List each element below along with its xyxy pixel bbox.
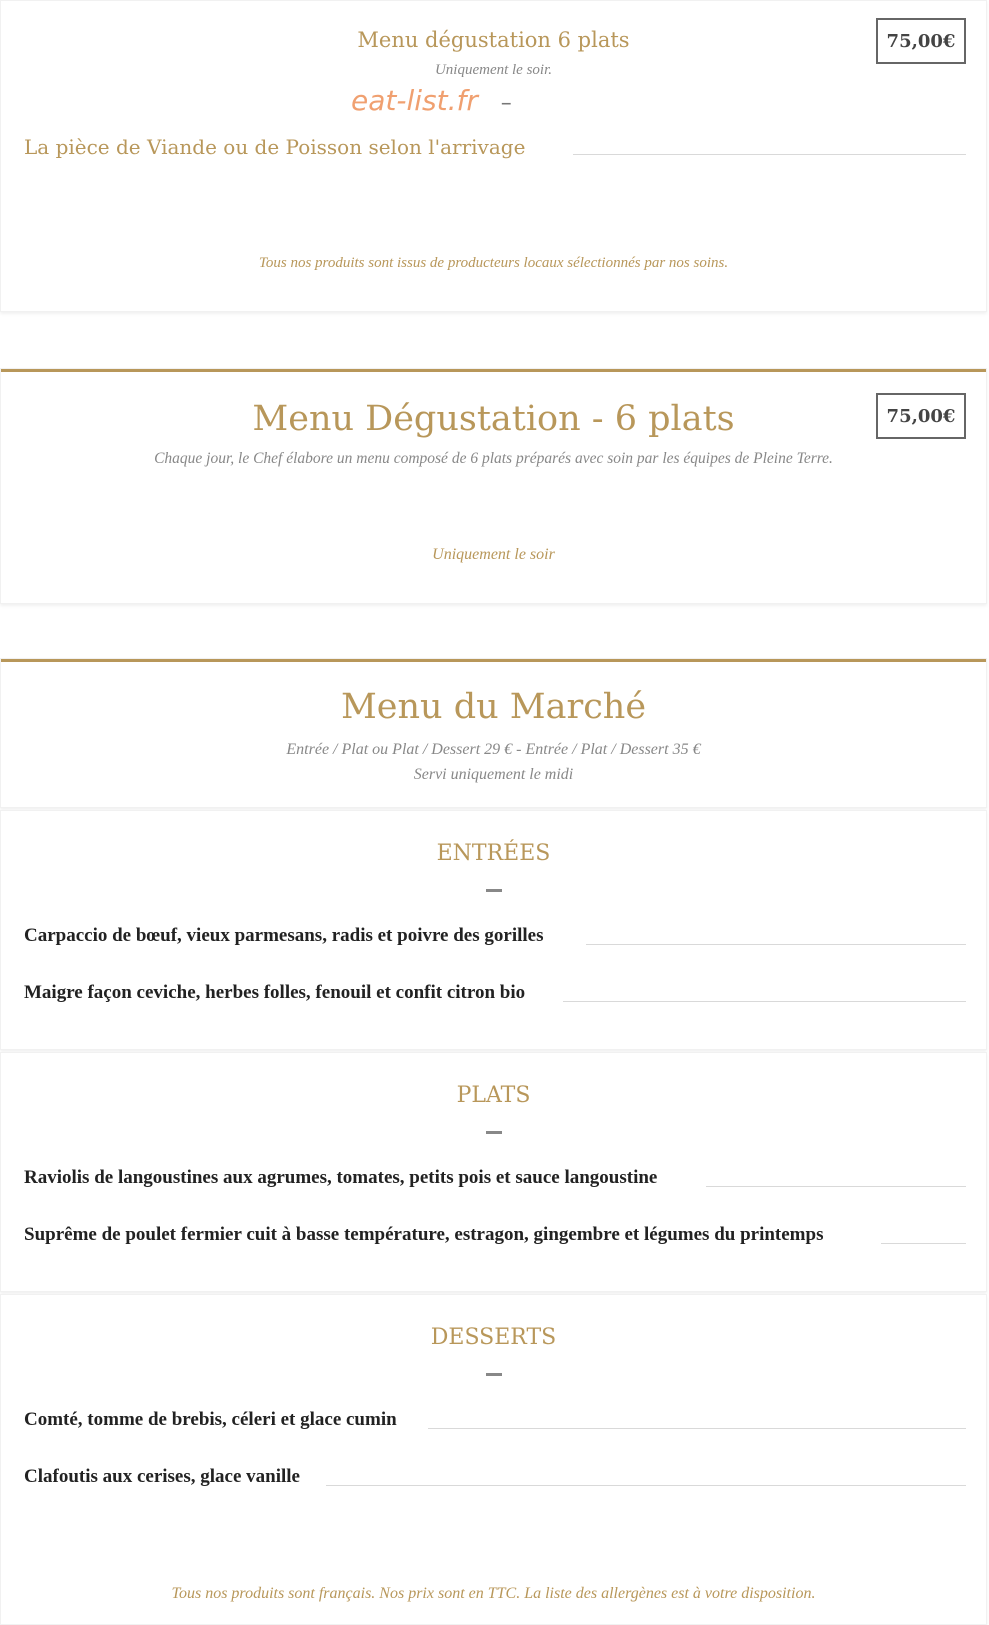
section-title: ENTRÉES	[436, 841, 551, 866]
menu-card-degustation-small	[0, 0, 987, 312]
dotted-leader	[326, 1485, 966, 1486]
menu-item: Carpaccio de bœuf, vieux parmesans, radis et poivre des gorilles	[24, 925, 544, 946]
menu-subtitle: Uniquement le soir.	[434, 62, 553, 78]
footer-note: Tous nos produits sont français. Nos prix sont en TTC. La liste des allergènes est à votre disposition.	[171, 1585, 816, 1602]
menu-card-degustation	[0, 368, 987, 604]
section-entrees	[0, 810, 987, 1050]
section-title: DESSERTS	[430, 1325, 557, 1350]
dotted-leader	[573, 154, 966, 155]
menu-item: Clafoutis aux cerises, glace vanille	[24, 1466, 300, 1487]
watermark-dash: –	[500, 91, 512, 116]
menu-service-line: Servi uniquement le midi	[413, 766, 574, 783]
accent-bar	[1, 659, 986, 662]
price-badge: 75,00€	[876, 18, 966, 64]
dotted-leader	[881, 1243, 966, 1244]
menu-title: Menu du Marché	[340, 687, 647, 727]
menu-title: Menu dégustation 6 plats	[357, 28, 630, 52]
menu-item: Raviolis de langoustines aux agrumes, tomates, petits pois et sauce langoustine	[24, 1167, 658, 1188]
watermark-label: eat-list.fr	[351, 84, 478, 117]
section-divider	[1, 1131, 986, 1134]
menu-prices-line: Entrée / Plat ou Plat / Dessert 29 € - Entrée / Plat / Dessert 35 €	[286, 741, 701, 758]
price-badge: 75,00€	[876, 393, 966, 439]
section-plats	[0, 1052, 987, 1292]
watermark-text	[351, 84, 512, 117]
section-divider	[1, 1373, 986, 1376]
dotted-leader	[428, 1428, 966, 1429]
dotted-leader	[563, 1001, 966, 1002]
menu-item: Comté, tomme de brebis, céleri et glace cumin	[24, 1409, 397, 1430]
menu-card-marche-header	[0, 658, 987, 808]
dotted-leader	[706, 1186, 966, 1187]
menu-item: La pièce de Viande ou de Poisson selon l'arrivage	[24, 135, 526, 159]
menu-note: Uniquement le soir	[432, 546, 555, 563]
accent-bar	[1, 369, 986, 372]
dotted-leader	[586, 944, 966, 945]
menu-item: Suprême de poulet fermier cuit à basse température, estragon, gingembre et légumes du printemps	[24, 1224, 824, 1245]
menu-item: Maigre façon ceviche, herbes folles, fenouil et confit citron bio	[24, 982, 526, 1003]
menu-title: Menu Dégustation - 6 plats	[252, 399, 735, 439]
section-divider	[1, 889, 986, 892]
menu-description: Chaque jour, le Chef élabore un menu composé de 6 plats préparés avec soin par les équipes de Pleine Terre.	[154, 450, 833, 467]
footer-note: Tous nos produits sont issus de producteurs locaux sélectionnés par nos soins.	[258, 255, 729, 271]
section-desserts	[0, 1294, 987, 1625]
section-title: PLATS	[456, 1083, 531, 1108]
